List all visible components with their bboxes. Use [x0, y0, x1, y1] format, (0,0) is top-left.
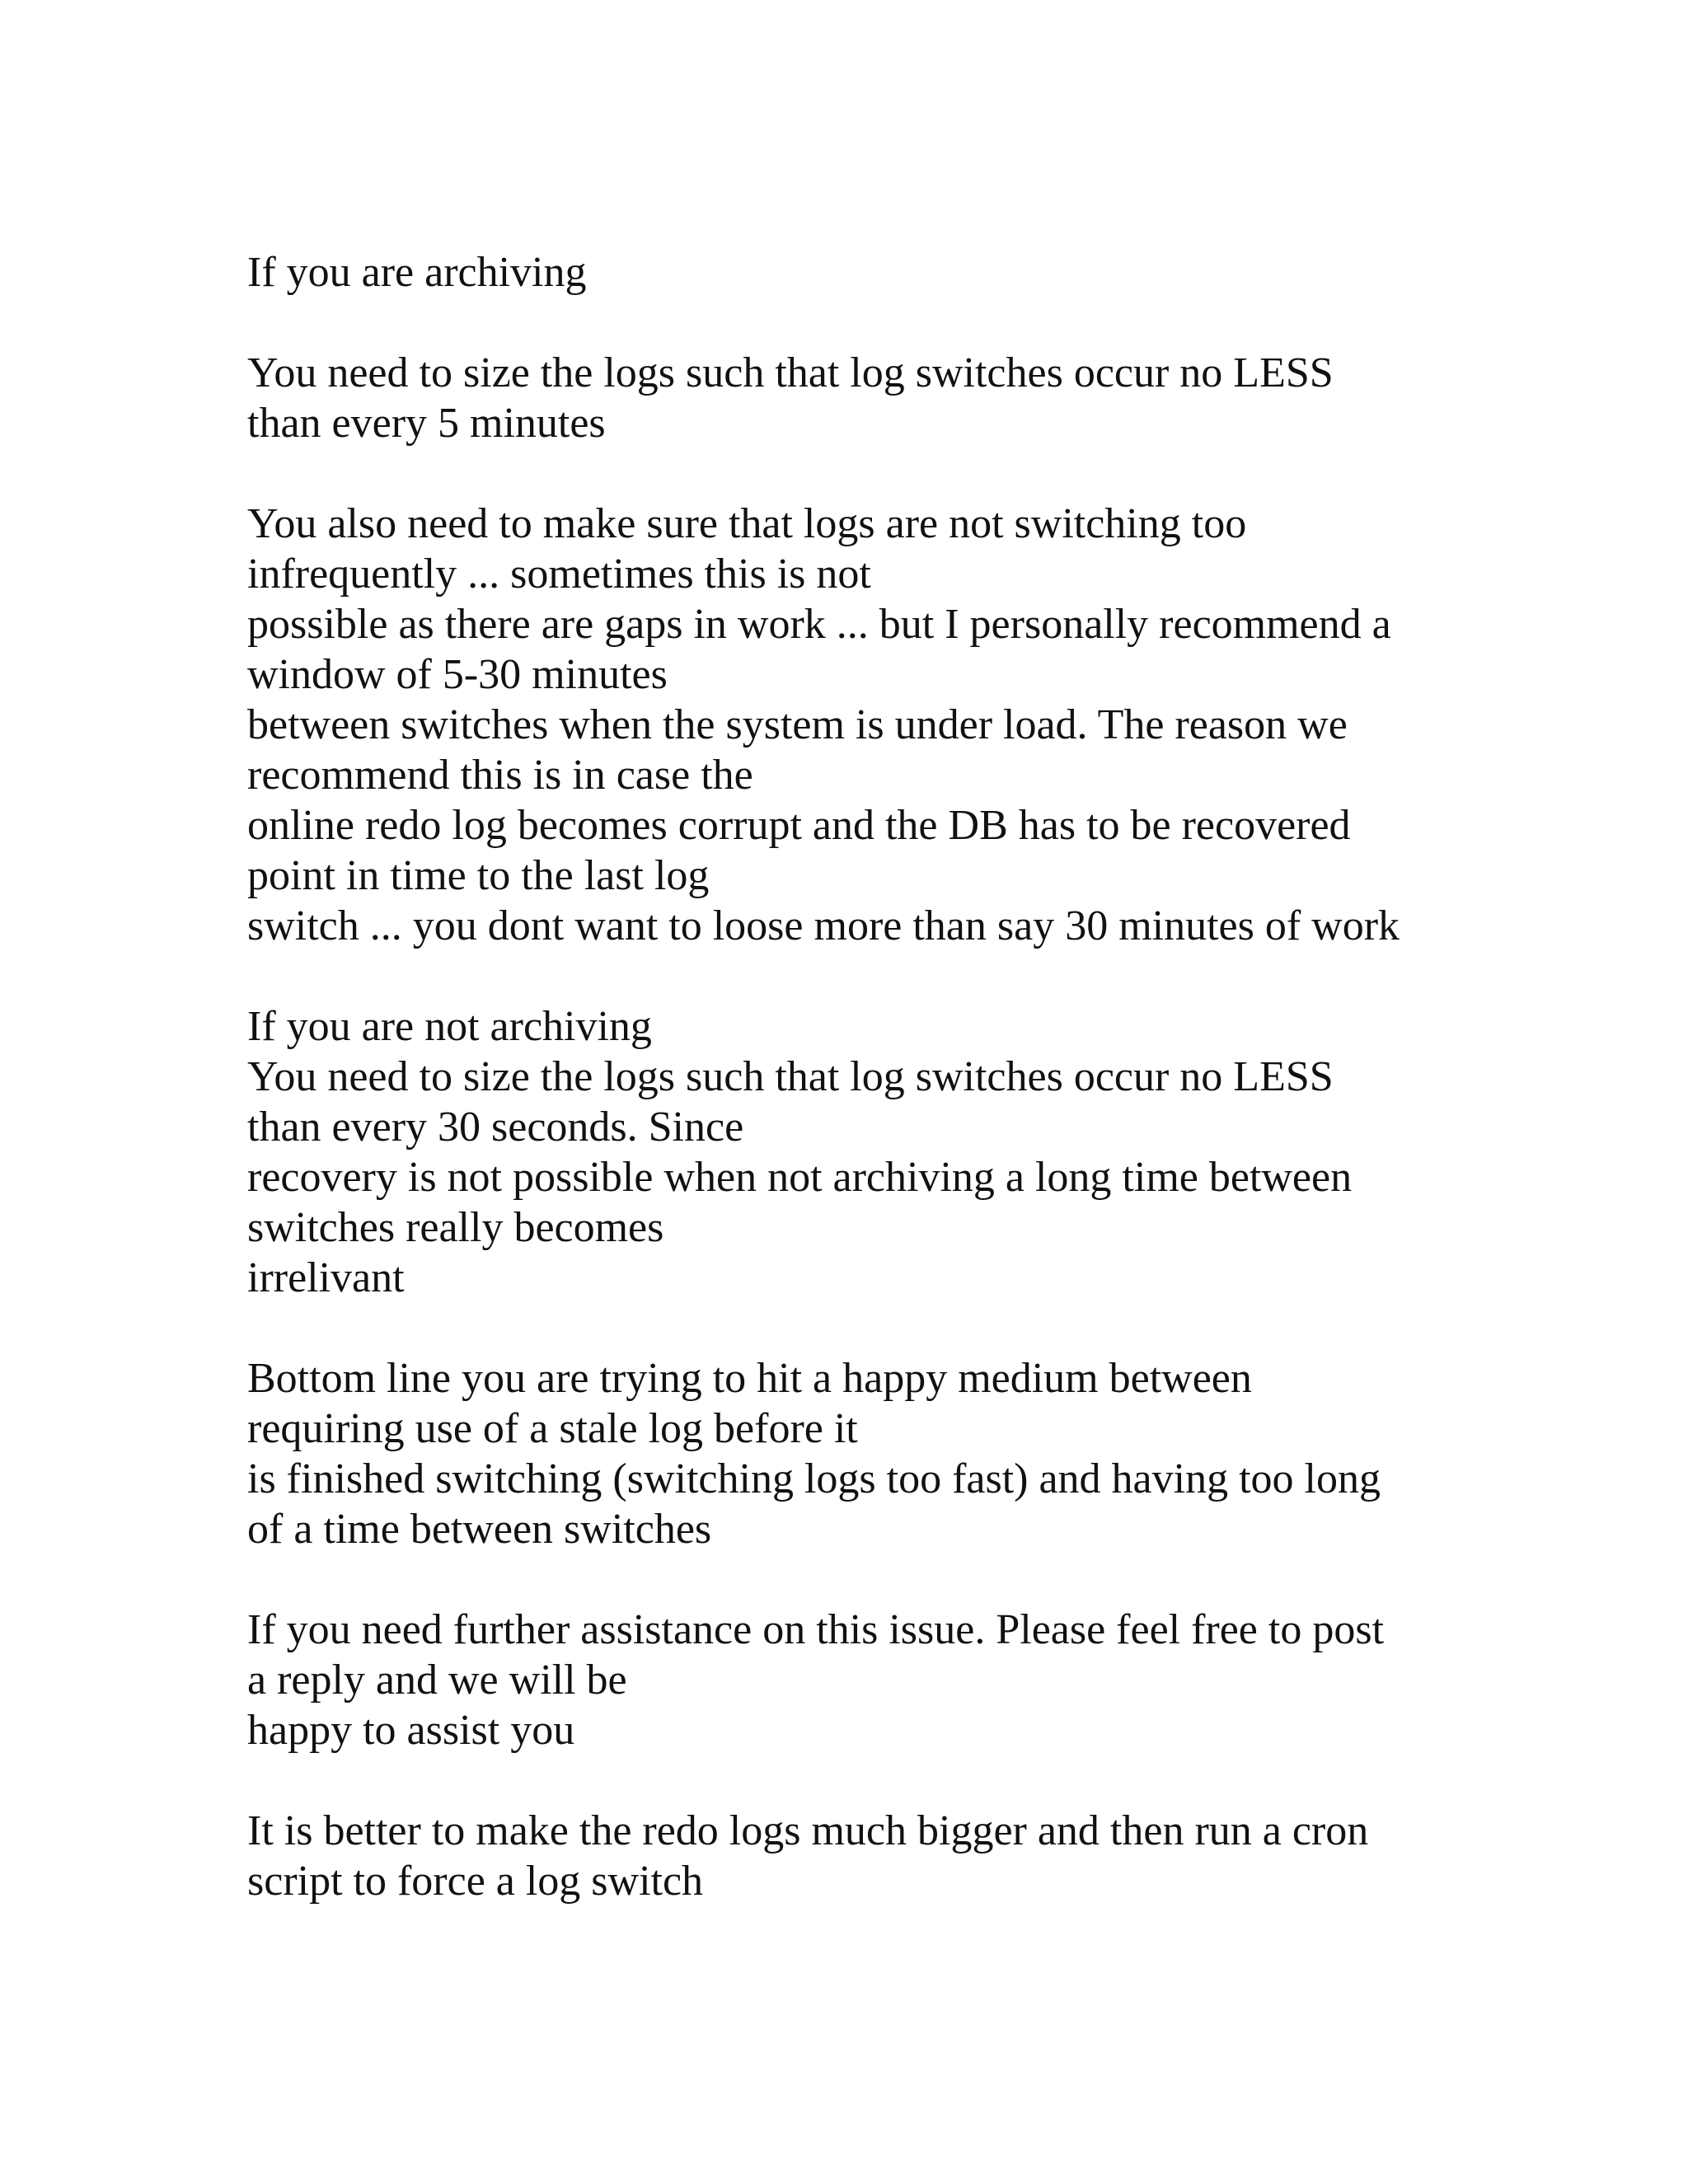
text-line: of a time between switches — [247, 1506, 712, 1553]
text-line: point in time to the last log — [247, 852, 710, 899]
paragraph — [247, 1001, 1484, 1303]
text-line: If you are archiving — [247, 249, 587, 296]
text-line: switch ... you dont want to loose more than say 30 minutes of work — [247, 902, 1400, 949]
text-line: script to force a log switch — [247, 1858, 704, 1905]
paragraph-spacer — [247, 448, 1484, 499]
paragraph-spacer — [247, 1554, 1484, 1605]
paragraph-spacer — [247, 1303, 1484, 1353]
text-line: possible as there are gaps in work ... but I personally recommend a — [247, 601, 1391, 648]
text-line: You also need to make sure that logs are not switching too — [247, 500, 1247, 547]
document-body — [247, 247, 1484, 1906]
text-line: online redo log becomes corrupt and the DB has to be recovered — [247, 802, 1351, 849]
text-line: infrequently ... sometimes this is not — [247, 551, 871, 598]
text-line: You need to size the logs such that log switches occur no LESS — [247, 349, 1334, 396]
paragraph-spacer — [247, 1755, 1484, 1806]
text-line: It is better to make the redo logs much bigger and then run a cron — [247, 1807, 1369, 1854]
text-line: happy to assist you — [247, 1707, 575, 1754]
paragraph — [247, 247, 1484, 298]
text-line: window of 5-30 minutes — [247, 651, 668, 698]
paragraph — [247, 499, 1484, 951]
text-line: than every 5 minutes — [247, 400, 606, 447]
text-line: requiring use of a stale log before it — [247, 1405, 858, 1452]
text-line: Bottom line you are trying to hit a happy medium between — [247, 1355, 1252, 1402]
text-line: If you are not archiving — [247, 1003, 652, 1050]
text-line: between switches when the system is under load. The reason we — [247, 701, 1348, 748]
text-line: switches really becomes — [247, 1204, 664, 1251]
paragraph-spacer — [247, 298, 1484, 348]
text-line: recommend this is in case the — [247, 752, 753, 799]
paragraph — [247, 1806, 1484, 1906]
paragraph-spacer — [247, 951, 1484, 1001]
paragraph — [247, 1353, 1484, 1554]
text-line: than every 30 seconds. Since — [247, 1104, 744, 1151]
text-line: You need to size the logs such that log switches occur no LESS — [247, 1053, 1334, 1100]
paragraph — [247, 348, 1484, 448]
text-line: a reply and we will be — [247, 1657, 627, 1704]
text-line: If you need further assistance on this issue. Please feel free to post — [247, 1606, 1385, 1653]
paragraph — [247, 1605, 1484, 1755]
text-line: irrelivant — [247, 1254, 405, 1301]
text-line: recovery is not possible when not archiving a long time between — [247, 1154, 1353, 1201]
text-line: is finished switching (switching logs too fast) and having too long — [247, 1455, 1381, 1502]
